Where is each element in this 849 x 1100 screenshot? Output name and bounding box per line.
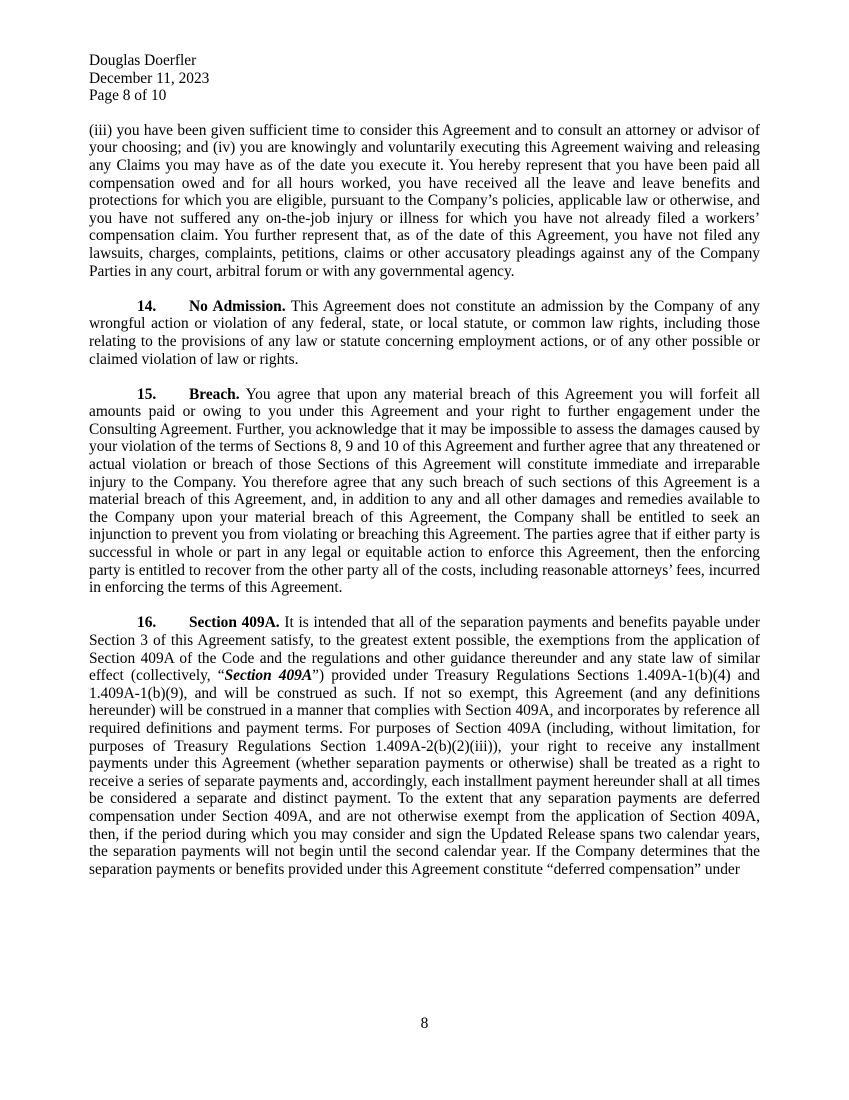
section-title: Breach.	[189, 385, 240, 403]
section-number: 14.	[137, 297, 157, 315]
section-body: You agree that upon any material breach of this Agreement you will forfeit all amounts paid or owing to you under this Agreement and your right to further engagement under the Consulting Agreement. Further, you acknowledge that it may be impossible to assess the damages caused by your violation of the terms of Sections 8, 9 and 10 of this Agreement and further agree that any threatened or actual violation or breach of those Sections of this Agreement will constitute immediate and irreparable injury to the Company. You therefore agree that any such breach of such sections of this Agreement is a material breach of this Agreement, and, in addition to any and all other damages and remedies available to the Company upon your material breach of this Agreement, the Company shall be entitled to seek an injunction to prevent you from violating or breaching this Agreement. The parties agree that if either party is successful in whole or part in any legal or equitable action to enforce this Agreement, then the enforcing party is entitled to recover from the other party all of the costs, including reasonable attorneys’ fees, incurred in enforcing the terms of this Agreement.	[89, 385, 760, 597]
section-number: 15.	[137, 385, 157, 403]
section-15	[89, 386, 760, 597]
section-title: Section 409A.	[189, 614, 280, 632]
letter-header	[89, 52, 760, 105]
page-number: 8	[420, 1015, 429, 1032]
letter-date: December 11, 2023	[89, 69, 210, 87]
recipient-name: Douglas Doerfler	[89, 52, 197, 69]
section-number: 16.	[137, 614, 157, 632]
section-body-part-1: It is intended that all of the separation payments and benefits payable under Section 3 of this Agreement satisfy, to the greatest extent possible, the exemptions from the application of Section 409A of the Code and the regulations and other guidance thereunder and any state law of similar effect (collectively, “	[89, 614, 760, 685]
section-body: This Agreement does not constitute an admission by the Company of any wrongful action or violation of any federal, state, or local statute, or common law rights, including those relating to the provisions of any law or statute concerning employment actions, or of any other possible or claimed violation of law or rights.	[89, 297, 760, 368]
section-body-part-2: ”) provided under Treasury Regulations Sections 1.409A-1(b)(4) and 1.409A-1(b)(9), and will be construed as such. If not so exempt, this Agreement (and any definitions hereunder) will be construed in a manner that complies with Section 409A, and incorporates by reference all required definitions and payment terms. For purposes of Section 409A (including, without limitation, for purposes of Treasury Regulations Section 1.409A-2(b)(2)(iii)), your right to receive any installment payments under this Agreement (whether separation payments or otherwise) shall be treated as a right to receive a series of separate payments and, accordingly, each installment payment hereunder shall at all times be considered a separate and distinct payment. To the extent that any separation payments are deferred compensation under Section 409A, and are not otherwise exempt from the application of Section 409A, then, if the period during which you may consider and sign the Updated Release spans two calendar years, the separation payments will not begin until the second calendar year. If the Company determines that the separation payments or benefits provided under this Agreement constitute “deferred compensation” under	[89, 667, 760, 878]
document-page	[89, 52, 760, 878]
page-reference: Page 8 of 10	[89, 87, 167, 105]
section-14	[89, 298, 760, 368]
section-16	[89, 614, 760, 878]
continuation-paragraph: (iii) you have been given sufficient time to consider this Agreement and to consult an attorney or advisor of your choosing; and (iv) you are knowingly and voluntarily executing this Agreement waiving and releasing any Claims you may have as of the date you execute it. You hereby represent that you have been paid all compensation owed and for all hours worked, you have received all the leave and leave benefits and protections for which you are eligible, pursuant to the Company’s policies, applicable law or otherwise, and you have not suffered any on-the-job injury or illness for which you have not already filed a workers’ compensation claim. You further represent that, as of the date of this Agreement, you have not filed any lawsuits, charges, complaints, petitions, claims or other accusatory pleadings against any of the Company Parties in any court, arbitral forum or with any governmental agency.	[89, 121, 760, 280]
section-title: No Admission.	[189, 297, 286, 315]
defined-term: Section 409A	[224, 667, 313, 685]
